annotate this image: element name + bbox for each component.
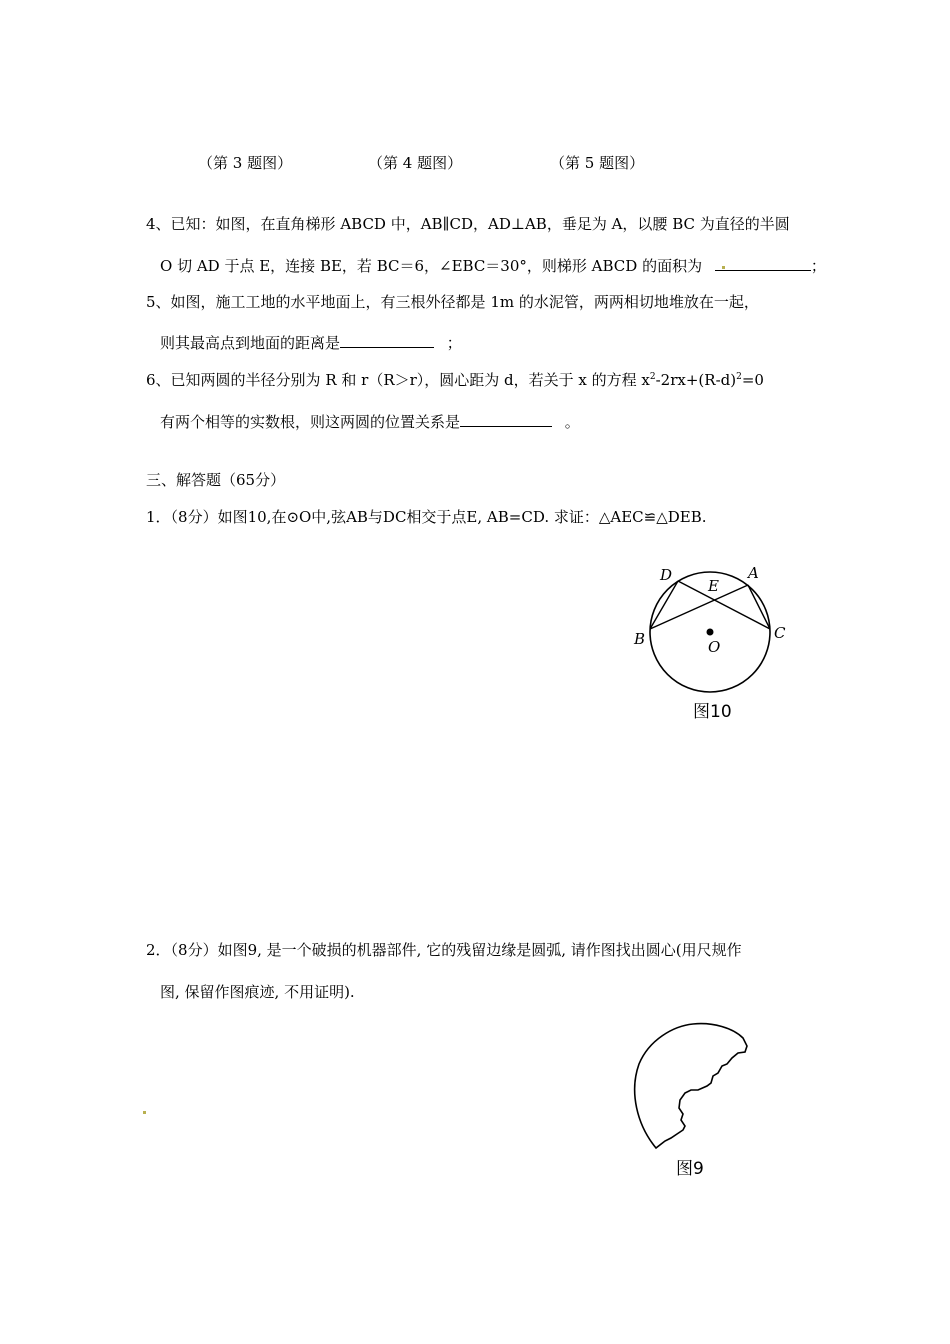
q4-line1: 4、已知：如图，在直角梯形 ABCD 中，AB∥CD，AD⊥AB，垂足为 A，以腰 BC 为直径的半圆 [146,215,790,233]
q4-line2 [160,256,826,276]
label-c: C [774,624,786,642]
chord-dc [678,581,770,629]
q6-line1-post: =0 [741,371,764,389]
q6-line2-text: 有两个相等的实数根，则这两圆的位置关系是 [160,413,461,431]
q5-answer-blank[interactable] [340,333,434,348]
q5-line2-end: ； [446,334,462,352]
center-point-o [707,629,714,636]
p1-text: 1．（8分）如图10,在⊙O中,弦AB与DC相交于点E, AB=CD. 求证：△AEC≌△DEB. [146,508,707,526]
segment-db [650,581,678,629]
q6-line1-mid: -2rx+(R-d) [655,371,737,389]
label-a: A [748,564,759,582]
segment-ac [748,585,770,629]
figure-9 [625,1020,765,1160]
label-e: E [708,577,719,595]
caption-fig3: （第 3 题图） [198,154,293,172]
caption-fig5: （第 5 题图） [550,154,645,172]
scan-speck [143,1111,146,1114]
label-b: B [634,630,646,648]
figure-10-label: 图10 [693,702,732,722]
q5-line2-text: 则其最高点到地面的距离是 [160,334,341,352]
p2-line1: 2．（8分）如图9, 是一个破损的机器部件, 它的残留边缘是圆弧, 请作图找出圆心(用尺规作 [146,941,742,959]
broken-part-outline [635,1024,747,1148]
q4-line2-end: ； [810,257,826,275]
caption-fig4: （第 4 题图） [368,154,463,172]
q6-sup1: 2 [649,372,656,382]
scan-speck [722,266,725,269]
q4-answer-blank[interactable] [715,256,811,271]
q5-line1: 5、如图，施工工地的水平地面上，有三根外径都是 1m 的水泥管，两两相切地堆放在一起， [146,293,759,311]
q4-line2-text: O 切 AD 于点 E，连接 BE，若 BC＝6，∠EBC＝30°，则梯形 ABCD 的面积为 [160,257,703,275]
p2-line2: 图, 保留作图痕迹, 不用证明). [160,983,355,1001]
q6-sup2: 2 [736,372,742,382]
q5-line2 [160,333,462,353]
label-o: O [708,638,721,656]
q6-line2-end: 。 [564,413,580,431]
figure-9-label: 图9 [676,1159,704,1179]
q6-line1 [146,370,764,390]
q6-answer-blank[interactable] [460,412,552,427]
q6-line2 [160,412,580,432]
section3-heading: 三、解答题（65分） [146,471,286,489]
label-d: D [660,566,673,584]
q6-line1-pre: 6、已知两圆的半径分别为 R 和 r（R＞r），圆心距为 d，若关于 x 的方程 x [146,371,650,389]
